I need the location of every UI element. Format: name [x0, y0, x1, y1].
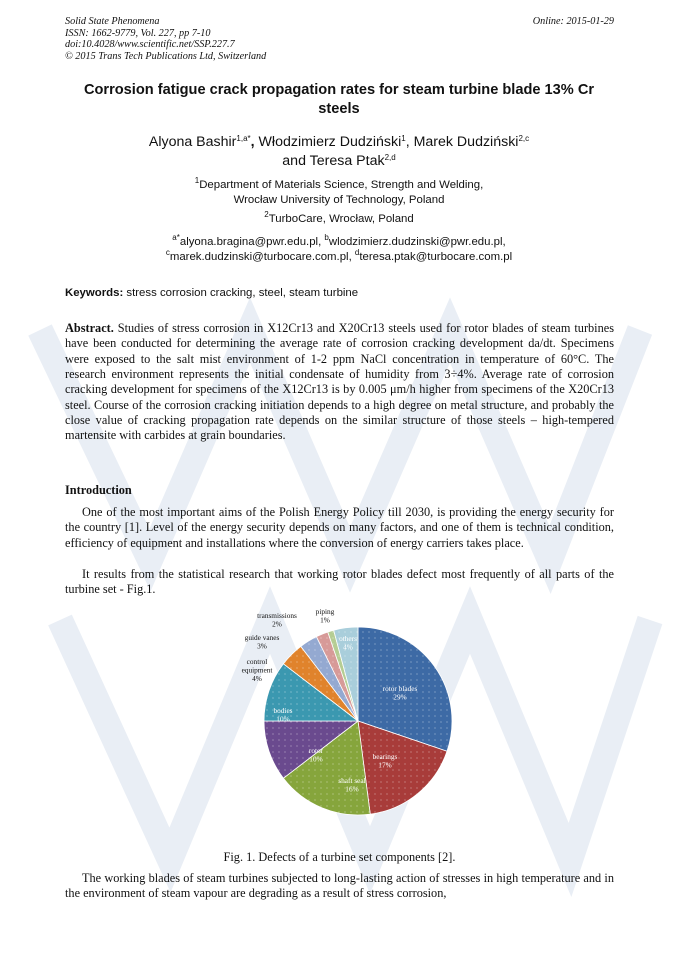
pie-label [257, 611, 297, 629]
pie-label-name: bodies [273, 706, 293, 715]
intro-paragraph-2: It results from the statistical research that working rotor blades defect most frequently of all parts of the turbine set - Fig.1. [65, 567, 614, 597]
affiliation-line: Department of Materials Science, Strength and Welding, [199, 179, 484, 191]
pie-label-name: control [246, 657, 268, 666]
email-sup: b [324, 233, 329, 242]
author-sup: 1,a* [236, 134, 251, 143]
journal-issn: ISSN: 1662-9779, Vol. 227, pp 7-10 [65, 27, 211, 39]
affiliation-line: Wrocław University of Technology, Poland [233, 194, 445, 206]
email-link[interactable]: marek.dudzinski@turbocare.com.pl [169, 251, 349, 263]
affiliation-1 [70, 178, 608, 208]
pie-label-value: 4% [252, 674, 262, 683]
pie-label-value: 2% [272, 619, 282, 629]
email-sup: d [354, 248, 360, 257]
email-link[interactable]: teresa.ptak@turbocare.com.pl [359, 251, 513, 263]
paper-title: Corrosion fatigue crack propagation rates for steam turbine blade 13% Cr steels [83, 82, 595, 117]
affiliation-sup: 1 [194, 176, 200, 185]
online-date: Online: 2015-01-29 [532, 16, 614, 27]
journal-name: Solid State Phenomena [65, 16, 160, 27]
email-link[interactable]: alyona.bragina@pwr.edu.pl [179, 236, 319, 248]
journal-header [65, 16, 266, 62]
pie-label [242, 657, 273, 683]
pie-label-value: 10% [276, 714, 290, 724]
abstract-label: Abstract. [65, 321, 114, 335]
email-sup: a* [172, 233, 180, 242]
author-name: Włodzimierz Dudziński [258, 134, 402, 150]
pie-label-value: 10% [309, 754, 323, 764]
author-sep: , [250, 134, 259, 150]
author-sup: 1 [401, 134, 406, 143]
author-line-1 [60, 133, 618, 152]
pie-label-name: transmissions [257, 611, 297, 620]
keywords-label: Keywords: [65, 287, 124, 299]
author-sup: 2,c [518, 134, 530, 143]
abstract-text: Studies of stress corrosion in X12Cr13 and X20Cr13 steels used for rotor blades of steam turbines have been conducted for determining the average rate of corrosion cracking development da/dt. Specimens were exposed to the salt mist environment of 1-2 ppm NaCl concentration in temperature of 60°C. The research environment represents the initial condensate of humidity from 3÷4%. Average rate of corrosion cracking development for specimens of the X12Cr13 is by 0.005 μm/h higher from specimens of the X20Cr13 steel. Course of the corrosion cracking initiation depends to a high degree on metal structure, and probably the close value of cracking propagation rate depends on the similar structure of those steels – high-tempered martensite with carbides at grain boundaries. [65, 321, 614, 443]
email-list [70, 235, 608, 265]
pie-label-value: 17% [378, 760, 392, 770]
email-sep: , [348, 251, 355, 263]
pie-label-name: others [339, 634, 357, 643]
defects-pie-chart [228, 605, 468, 830]
email-sep: , [502, 236, 506, 248]
author-sep: , [405, 134, 414, 150]
journal-doi: doi:10.4028/www.scientific.net/SSP.227.7 [65, 39, 235, 50]
affiliation-2 [70, 212, 608, 227]
abstract [65, 321, 614, 444]
intro-paragraph-1: One of the most important aims of the Polish Energy Policy till 2030, is providing the energy security for the country [1]. Level of the energy security depends on many factors, and one of them is technical condition, efficiency of equipment and installations where the conversion of energy carriers takes place. [65, 505, 614, 550]
pie-label-name: shaft seal [338, 776, 366, 785]
pie-label [316, 607, 335, 625]
pie-label [309, 746, 324, 764]
affiliation-sup: 2 [264, 210, 269, 219]
affiliation-line: TurboCare, Wrocław, Poland [268, 213, 414, 225]
author-name: Marek Dudziński [413, 134, 519, 150]
figure-caption: Fig. 1. Defects of a turbine set components [2]. [223, 850, 456, 864]
author-name: Alyona Bashir [148, 134, 237, 150]
pie-label-name: guide vanes [244, 633, 280, 642]
pie-label-name: piping [315, 607, 335, 616]
intro-paragraph-3: The working blades of steam turbines subjected to long-lasting action of stresses in high temperature and in the environment of steam vapour are degrading as a result of stress corrosion, [65, 871, 614, 901]
pie-label-value: 4% [343, 642, 353, 652]
author-list [60, 133, 618, 170]
journal-copyright: © 2015 Trans Tech Publications Ltd, Switzerland [65, 50, 267, 62]
pie-label-value: 29% [393, 692, 407, 702]
email-link[interactable]: wlodzimierz.dudzinski@pwr.edu.pl [328, 236, 503, 248]
author-sup: 2,d [384, 152, 396, 162]
pie-label-value: 3% [257, 641, 267, 651]
pie-label-value: 1% [320, 615, 330, 625]
pie-label-value: 16% [345, 784, 359, 794]
keywords-text: stress corrosion cracking, steel, steam turbine [123, 287, 359, 299]
author-line-2 [60, 152, 618, 171]
email-sep: , [318, 236, 325, 248]
pie-label-name: bearings [372, 752, 398, 761]
pie-label-name: equipment [241, 665, 273, 675]
keywords [65, 286, 615, 301]
section-heading-introduction: Introduction [65, 483, 132, 497]
pie-label [245, 633, 280, 651]
email-sup: c [165, 248, 170, 257]
pie-label-name: rotor blades [382, 684, 418, 693]
pie-label-name: rotor [308, 746, 324, 755]
author-name: and Teresa Ptak [282, 152, 385, 169]
